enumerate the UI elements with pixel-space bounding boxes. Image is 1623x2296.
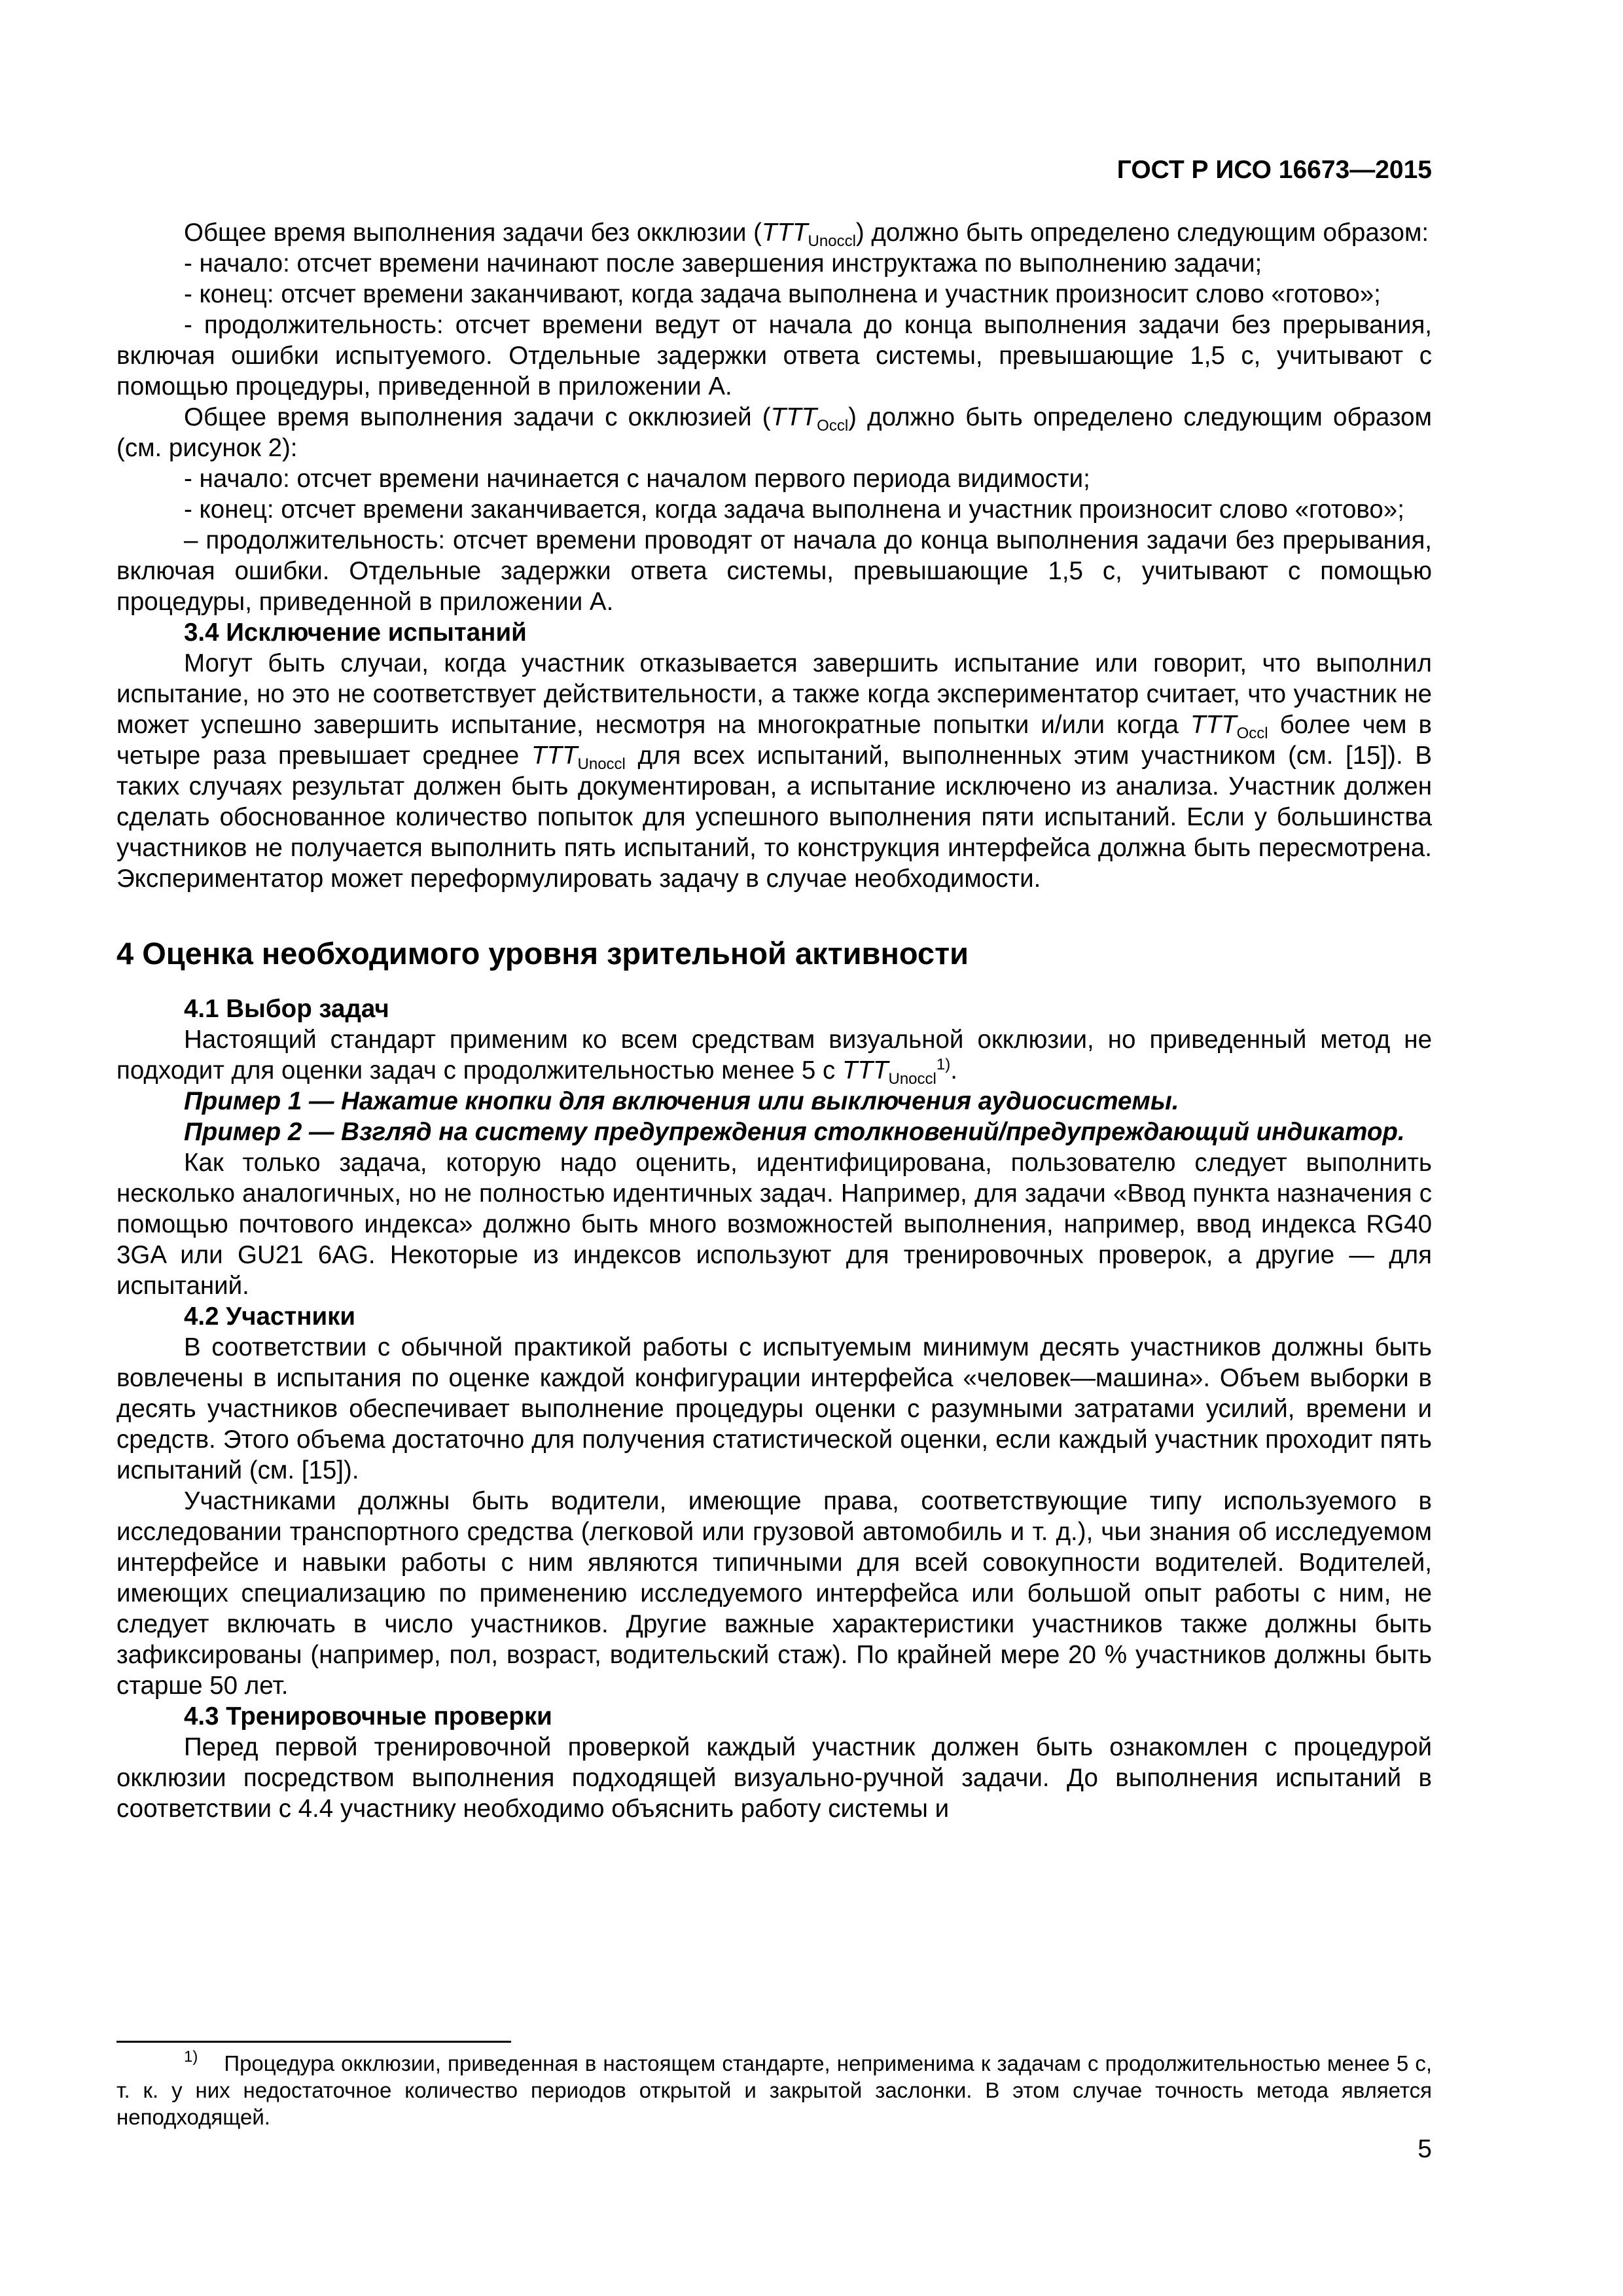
list-item: – продолжительность: отсчет времени проводят от начала до конца выполнения задачи без прерывания, включая ошибки. Отдельные задержки ответа системы, превышающие 1,5 с, учитывают с помощью процедуры, приведенной в приложении А. [116, 526, 1432, 616]
paragraph: Могут быть случаи, когда участник отказывается завершить испытание или говорит, что выполнил испытание, но это не соответствует действительности, а также когда экспериментатор считает, что участник не может успешно завершить испытание, несмотря на многократные попытки и/или когда $TTT_{Occl}$ более чем в четыре раза превышает среднее $TTT_{Unoccl}$ для всех испытаний, выполненных этим участником (см. [15]). В таких случаях результат должен быть документирован, а испытание исключено из анализа. Участник должен сделать обоснованное количество попыток для успешного выполнения пяти испытаний. Если у большинства участников не получается выполнить пять испытаний, то конструкция интерфейса должна быть пересмотрена. Экспериментатор может переформулировать задачу в случае необходимости. [116, 649, 1433, 893]
paragraph: В соответствии с обычной практикой работы с испытуемым минимум десять участников должны быть вовлечены в испытания по оценке каждой конфигурации интерфейса «человек—машина». Объем выборки в десять участников обеспечивает выполнение процедуры оценки с разумными затратами усилий, времени и средств. Этого объема достаточно для получения статистической оценки, если каждый участник проходит пять испытаний (см. [15]). [116, 1333, 1432, 1484]
paragraph: Участниками должны быть водители, имеющие права, соответствующие типу используемого в исследовании транспортного средства (легковой или грузовой автомобиль и т. д.), чьи знания об исследуемом интерфейсе и навыки работы с ним являются типичными для всей совокупности водителей. Водителей, имеющих специализацию по применению исследуемого интерфейса или большой опыт работы с ним, не следует включать в число участников. Другие важные характеристики участников также должны быть зафиксированы (например, пол, возраст, водительский стаж). По крайней мере 20 % участников должны быть старше 50 лет. [116, 1487, 1432, 1700]
paragraph: Перед первой тренировочной проверкой каждый участник должен быть ознакомлен с процедурой окклюзии посредством выполнения подходящей визуально-ручной задачи. До выполнения испытаний в соответствии с 4.4 участнику необходимо объяснить работу системы и [116, 1733, 1432, 1823]
chapter-heading: 4 Оценка необходимого уровня зрительной активности [116, 936, 969, 971]
list-item: - конец: отсчет времени заканчивается, когда задача выполнена и участник произносит слово «готово»; [184, 495, 1404, 524]
section-heading: 4.2 Участники [184, 1302, 356, 1331]
paragraph: Настоящий стандарт применим ко всем средствам визуальной окклюзии, но приведенный метод не подходит для оценки задач с продолжительностью менее 5 с $TTT_{Unoccl}^{1)}$. [116, 1026, 1432, 1088]
list-item: - продолжительность: отсчет времени ведут от начала до конца выполнения задачи без прерывания, включая ошибки испытуемого. Отдельные задержки ответа системы, превышающие 1,5 с, учитывают с помощью процедуры, приведенной в приложении А. [116, 311, 1432, 401]
document-header: ГОСТ Р ИСО 16673—2015 [1116, 156, 1432, 184]
footnote-marker: 1) [184, 2048, 198, 2066]
document-body [116, 217, 1432, 1824]
section-heading: 3.4 Исключение испытаний [184, 619, 527, 647]
example: Пример 2 — Взгляд на систему предупреждения столкновений/предупреждающий индикатор. [184, 1118, 1405, 1146]
footnote: $^{1)}$ Процедура окклюзии, приведенная в настоящем стандарте, неприменима к задачам с продолжительностью менее 5 с, т. к. у них недостаточное количество периодов открытой и закрытой заслонки. В этом случае точность метода является неподходящей. [116, 2048, 1432, 2129]
section-heading: 4.1 Выбор задач [184, 995, 389, 1023]
page-number: 5 [1418, 2135, 1432, 2163]
paragraph: Общее время выполнения задачи без окклюзии $(TTT_{Unoccl})$ должно быть определено следующим образом: [184, 219, 1429, 250]
section-heading: 4.3 Тренировочные проверки [184, 1702, 552, 1731]
footnote-ref: 1) [936, 1056, 951, 1073]
list-item: - начало: отсчет времени начинается с началом первого периода видимости; [184, 465, 1090, 493]
list-item: - конец: отсчет времени заканчивают, когда задача выполнена и участник произносит слово «готово»; [184, 280, 1381, 308]
list-item: - начало: отсчет времени начинают после завершения инструктажа по выполнению задачи; [184, 249, 1262, 278]
footnote-separator [116, 2041, 511, 2043]
paragraph: Как только задача, которую надо оценить, идентифицирована, пользователю следует выполнить несколько аналогичных, но не полностью идентичных задач. Например, для задачи «Ввод пункта назначения с помощью почтового индекса» должно быть много возможностей выполнения, например, ввод индекса RG40 3GA или GU21 6AG. Некоторые из индексов используют для тренировочных проверок, а другие — для испытаний. [116, 1149, 1432, 1300]
paragraph: Общее время выполнения задачи с окклюзией $(TTT_{Occl})$ должно быть определено следующим образом (см. рисунок 2): [116, 403, 1432, 462]
example: Пример 1 — Нажатие кнопки для включения или выключения аудиосистемы. [184, 1087, 1179, 1115]
